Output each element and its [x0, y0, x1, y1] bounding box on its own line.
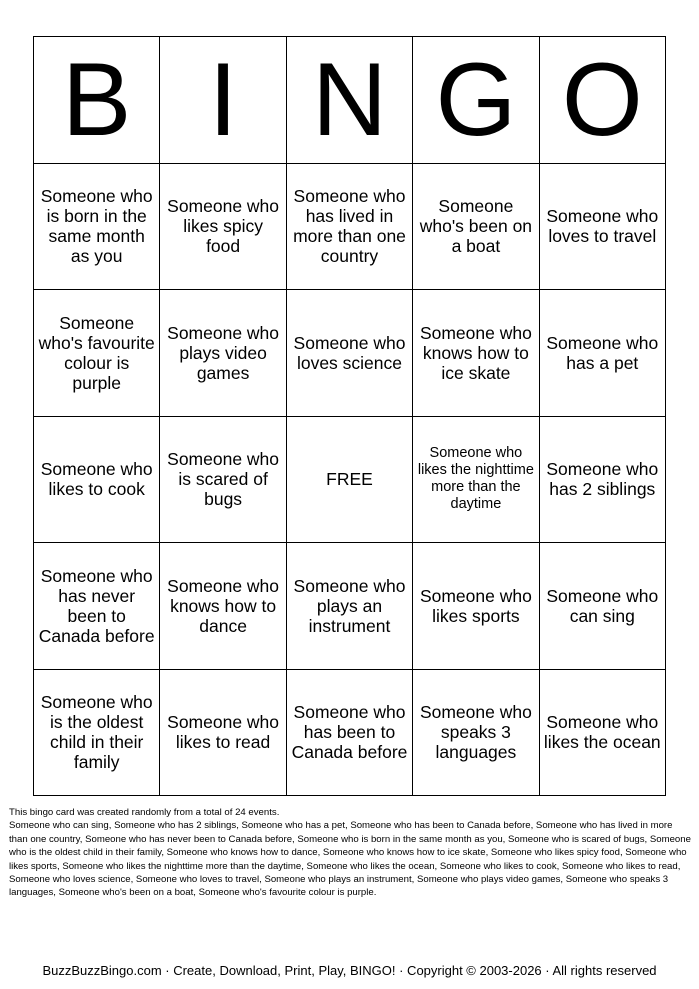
bingo-cell: Someone who can sing	[540, 543, 666, 670]
bingo-cell: Someone who has lived in more than one country	[287, 164, 413, 291]
bingo-cell: Someone who knows how to ice skate	[413, 290, 539, 417]
bingo-cell: Someone who likes the ocean	[540, 670, 666, 797]
bingo-cell: Someone who's been on a boat	[413, 164, 539, 291]
bingo-cell: Someone who likes to cook	[34, 417, 160, 544]
bingo-cell: Someone who is the oldest child in their family	[34, 670, 160, 797]
bingo-cell: Someone who plays an instrument	[287, 543, 413, 670]
card-intro-text: This bingo card was created randomly from a total of 24 events.	[9, 807, 280, 818]
bingo-cell: Someone who likes the nighttime more than the daytime	[413, 417, 539, 544]
bingo-cell: Someone who loves science	[287, 290, 413, 417]
bingo-cell: Someone who loves to travel	[540, 164, 666, 291]
bingo-cell: Someone who has never been to Canada before	[34, 543, 160, 670]
bingo-card	[33, 36, 666, 796]
header-letter-n: N	[287, 37, 413, 164]
header-letter-o: O	[540, 37, 666, 164]
card-description	[9, 806, 691, 900]
copyright-footer: BuzzBuzzBingo.com · Create, Download, Print, Play, BINGO! · Copyright © 2003-2026 · All rights reserved	[42, 963, 657, 978]
events-list-text: Someone who can sing, Someone who has 2 siblings, Someone who has a pet, Someone who has been to Canada before, Someone who has lived in more than one country, Someone who has never been to Canada before, Someone who is born in the same month as you, Someone who is scared of bugs, Someone who is the oldest child in their family, Someone who knows how to dance, Someone who knows how to ice skate, Someone who likes spicy food, Someone who likes sports, Someone who likes the nighttime more than the daytime, Someone who likes the ocean, Someone who likes to cook, Someone who likes to read, Someone who loves science, Someone who loves to travel, Someone who plays an instrument, Someone who plays video games, Someone who speaks 3 languages, Someone who's been on a boat, Someone who's favourite colour is purple.	[9, 820, 691, 899]
bingo-cell: Someone who has a pet	[540, 290, 666, 417]
bingo-cell: Someone who speaks 3 languages	[413, 670, 539, 797]
header-letter-i: I	[160, 37, 286, 164]
header-letter-g: G	[413, 37, 539, 164]
bingo-cell: Someone who likes spicy food	[160, 164, 286, 291]
bingo-cell: Someone who is born in the same month as you	[34, 164, 160, 291]
bingo-cell: Someone who plays video games	[160, 290, 286, 417]
header-letter-b: B	[34, 37, 160, 164]
bingo-cell: Someone who likes to read	[160, 670, 286, 797]
free-space-cell: FREE	[287, 417, 413, 544]
bingo-cell: Someone who knows how to dance	[160, 543, 286, 670]
bingo-cell: Someone who has been to Canada before	[287, 670, 413, 797]
bingo-cell: Someone who likes sports	[413, 543, 539, 670]
bingo-cell: Someone who's favourite colour is purple	[34, 290, 160, 417]
bingo-cell: Someone who has 2 siblings	[540, 417, 666, 544]
bingo-cell: Someone who is scared of bugs	[160, 417, 286, 544]
